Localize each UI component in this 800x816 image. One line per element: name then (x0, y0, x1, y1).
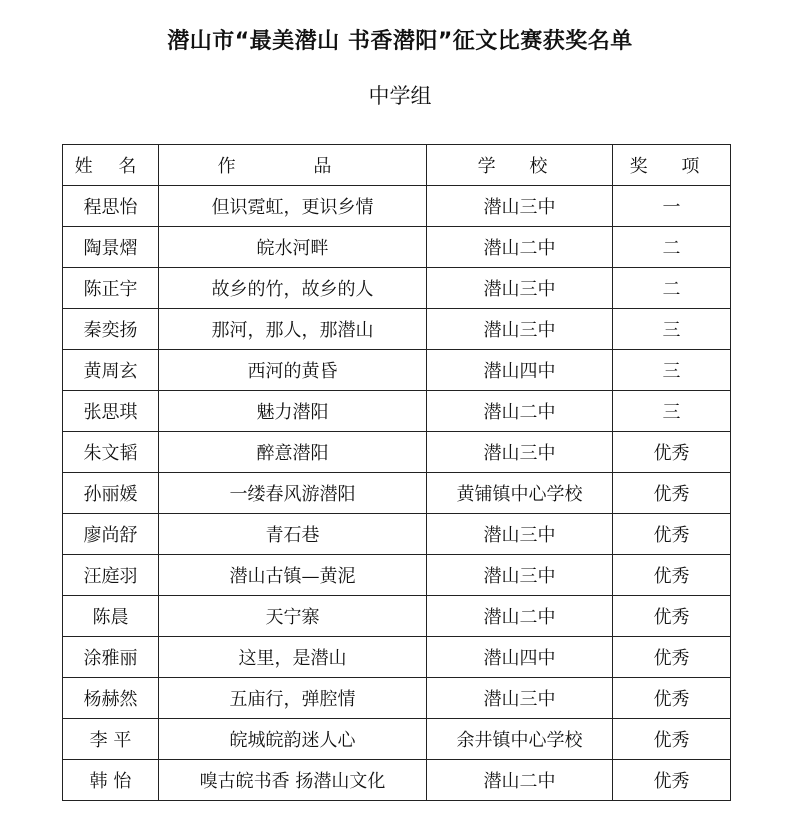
cell-name: 廖尚舒 (63, 514, 159, 555)
header-school: 学 校 (427, 145, 613, 186)
table-row (63, 678, 731, 719)
cell-school: 黄铺镇中心学校 (427, 473, 613, 514)
cell-name: 汪庭羽 (63, 555, 159, 596)
cell-name: 陶景熠 (63, 227, 159, 268)
cell-award: 优秀 (613, 760, 731, 801)
cell-school: 余井镇中心学校 (427, 719, 613, 760)
cell-work: 故乡的竹，故乡的人 (159, 268, 427, 309)
table-header-row (63, 145, 731, 186)
cell-award: 三 (613, 309, 731, 350)
cell-work: 西河的黄昏 (159, 350, 427, 391)
cell-work: 天宁寨 (159, 596, 427, 637)
cell-award: 三 (613, 350, 731, 391)
cell-award: 优秀 (613, 637, 731, 678)
cell-award: 一 (613, 186, 731, 227)
table-row (63, 473, 731, 514)
table-row (63, 350, 731, 391)
table-body (63, 186, 731, 801)
cell-award: 二 (613, 268, 731, 309)
cell-name: 张思琪 (63, 391, 159, 432)
document-title: 潜山市“最美潜山 书香潜阳”征文比赛获奖名单 (167, 29, 633, 54)
cell-school: 潜山二中 (427, 227, 613, 268)
cell-work: 皖水河畔 (159, 227, 427, 268)
table-row (63, 637, 731, 678)
group-subtitle: 中学组 (368, 84, 432, 108)
cell-work: 但识霓虹，更识乡情 (159, 186, 427, 227)
cell-school: 潜山三中 (427, 678, 613, 719)
cell-award: 优秀 (613, 555, 731, 596)
cell-work: 一缕春风游潜阳 (159, 473, 427, 514)
cell-school: 潜山三中 (427, 514, 613, 555)
header-work: 作 品 (159, 145, 427, 186)
table-row (63, 596, 731, 637)
cell-school: 潜山四中 (427, 637, 613, 678)
cell-name: 黄周玄 (63, 350, 159, 391)
cell-work: 醉意潜阳 (159, 432, 427, 473)
header-name: 姓 名 (63, 145, 159, 186)
cell-school: 潜山二中 (427, 596, 613, 637)
cell-school: 潜山三中 (427, 268, 613, 309)
cell-award: 优秀 (613, 514, 731, 555)
cell-award: 优秀 (613, 678, 731, 719)
cell-name: 李 平 (63, 719, 159, 760)
cell-school: 潜山三中 (427, 432, 613, 473)
table-row (63, 186, 731, 227)
header-award: 奖 项 (613, 145, 731, 186)
cell-award: 优秀 (613, 596, 731, 637)
cell-work: 五庙行，弹腔情 (159, 678, 427, 719)
cell-work: 这里，是潜山 (159, 637, 427, 678)
table-row (63, 719, 731, 760)
cell-work: 潜山古镇—黄泥 (159, 555, 427, 596)
cell-school: 潜山三中 (427, 309, 613, 350)
cell-school: 潜山二中 (427, 391, 613, 432)
table-row (63, 309, 731, 350)
table-row (63, 514, 731, 555)
cell-name: 朱文韬 (63, 432, 159, 473)
table-row (63, 227, 731, 268)
cell-name: 程思怡 (63, 186, 159, 227)
table-row (63, 268, 731, 309)
cell-work: 魅力潜阳 (159, 391, 427, 432)
cell-award: 优秀 (613, 473, 731, 514)
table-row (63, 432, 731, 473)
table-row (63, 760, 731, 801)
cell-award: 二 (613, 227, 731, 268)
cell-name: 杨赫然 (63, 678, 159, 719)
cell-school: 潜山三中 (427, 186, 613, 227)
cell-name: 陈正宇 (63, 268, 159, 309)
cell-work: 嗅古皖书香 扬潜山文化 (159, 760, 427, 801)
award-table (62, 144, 731, 801)
cell-name: 秦奕扬 (63, 309, 159, 350)
table-row (63, 555, 731, 596)
cell-name: 陈晨 (63, 596, 159, 637)
cell-name: 韩 怡 (63, 760, 159, 801)
cell-school: 潜山三中 (427, 555, 613, 596)
cell-award: 三 (613, 391, 731, 432)
cell-award: 优秀 (613, 432, 731, 473)
cell-name: 孙丽媛 (63, 473, 159, 514)
table-row (63, 391, 731, 432)
cell-work: 皖城皖韵迷人心 (159, 719, 427, 760)
cell-work: 青石巷 (159, 514, 427, 555)
cell-school: 潜山四中 (427, 350, 613, 391)
cell-work: 那河，那人，那潜山 (159, 309, 427, 350)
cell-school: 潜山二中 (427, 760, 613, 801)
cell-name: 涂雅丽 (63, 637, 159, 678)
cell-award: 优秀 (613, 719, 731, 760)
